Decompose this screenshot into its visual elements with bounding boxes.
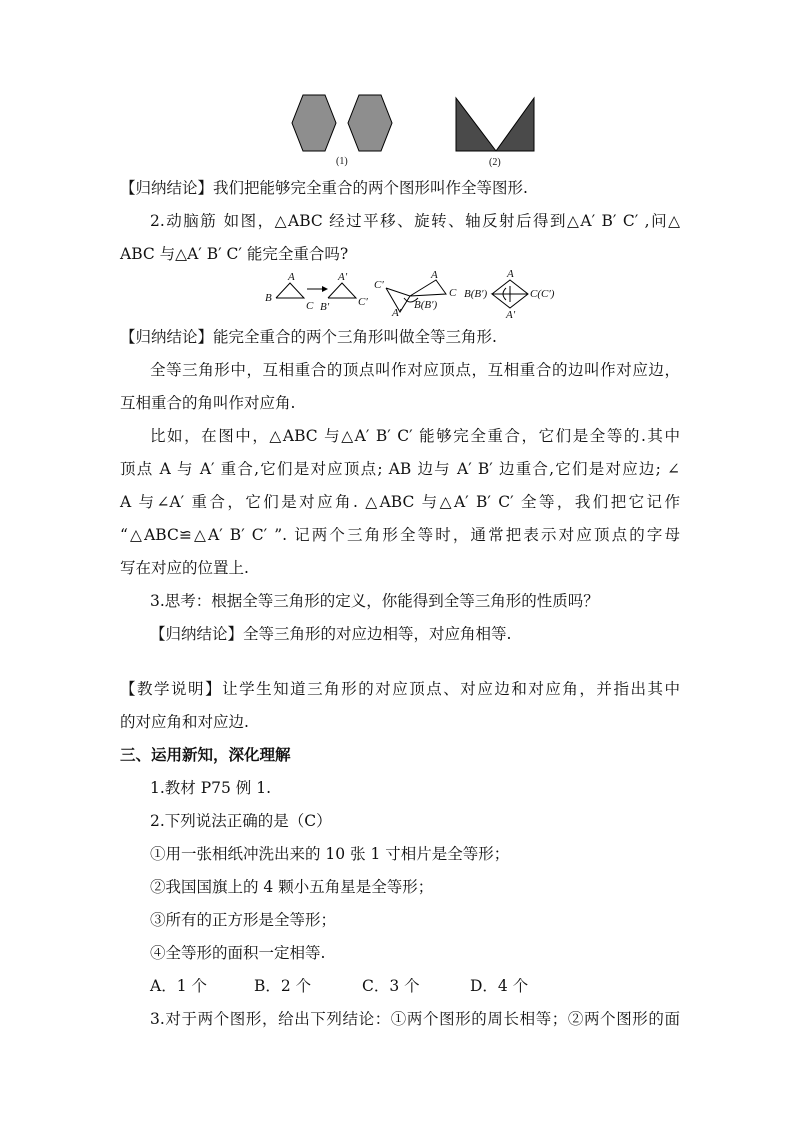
- triangle-left: [456, 98, 496, 151]
- conclusion-properties: 【归纳结论】全等三角形的对应边相等，对应角相等.: [150, 625, 512, 643]
- vertex-label: B′: [320, 301, 330, 313]
- vertex-label: C: [306, 300, 314, 312]
- statement-2: ②我国国旗上的 4 颗小五角星是全等形；: [150, 878, 434, 896]
- option-d: D．4 个: [470, 977, 529, 995]
- question-brainstorm-cont: ABC 与△A′ B′ C′ 能完全重合吗?: [120, 245, 349, 263]
- vertex-label: B(B′): [464, 288, 488, 300]
- statement-1: ①用一张相纸冲洗出来的 10 张 1 寸相片是全等形；: [150, 845, 510, 863]
- question-brainstorm: 2.动脑筋 如图，△ABC 经过平移、旋转、轴反射后得到△A′ B′ C′ ,问△: [150, 212, 680, 230]
- vertex-label: C′: [358, 296, 368, 308]
- hexagon-right: [348, 95, 392, 151]
- vertex-label: A: [507, 268, 514, 280]
- answer-options: [150, 976, 680, 996]
- example-line-5: 写在对应的位置上.: [120, 559, 249, 577]
- triangle-right: [496, 98, 534, 151]
- vertex-label: A′: [338, 271, 348, 283]
- option-b: B．2 个: [254, 977, 312, 995]
- figure-hexagons-triangles: [280, 92, 550, 172]
- vertex-label: B(B′): [414, 299, 438, 311]
- figure-label-1: (1): [336, 156, 348, 167]
- option-a: A．1 个: [150, 977, 207, 995]
- vertex-label: A′: [506, 309, 516, 318]
- vertex-label: A′: [392, 307, 402, 318]
- example-line-4: “△ABC≌△A′ B′ C′ ”. 记两个三角形全等时，通常把表示对应顶点的字母: [120, 526, 680, 544]
- definition-line-1: 全等三角形中，互相重合的顶点叫作对应顶点，互相重合的边叫作对应边，: [150, 361, 680, 379]
- vertex-label: C: [449, 287, 457, 299]
- statement-4: ④全等形的面积一定相等.: [150, 944, 326, 962]
- question-think: 3.思考：根据全等三角形的定义，你能得到全等三角形的性质吗？: [150, 592, 599, 610]
- arrow-head: [322, 286, 328, 292]
- exercise-2: 2.下列说法正确的是（C）: [150, 812, 332, 830]
- triangle-abc-prime: [328, 283, 356, 298]
- statement-3: ③所有的正方形是全等形；: [150, 911, 337, 929]
- example-line-2: 顶点 A 与 A′ 重合,它们是对应顶点; AB 边与 A′ B′ 边重合,它们是对应边; ∠: [120, 460, 680, 478]
- triangle-original: [410, 280, 446, 296]
- vertex-label: C(C′): [530, 288, 555, 300]
- teaching-note-line-2: 的对应角和对应边.: [120, 713, 249, 731]
- figure-label-2: (2): [489, 157, 501, 168]
- vertex-label: C′: [374, 279, 384, 291]
- option-c: C．3 个: [362, 977, 420, 995]
- teaching-note-line-1: 【教学说明】让学生知道三角形的对应顶点、对应边和对应角，并指出其中: [120, 680, 680, 698]
- exercise-3: 3.对于两个图形，给出下列结论：①两个图形的周长相等；②两个图形的面: [150, 1010, 680, 1028]
- definition-line-2: 互相重合的角叫作对应角.: [120, 394, 296, 412]
- conclusion-congruent-figures: 【归纳结论】我们把能够完全重合的两个图形叫作全等图形.: [120, 179, 528, 197]
- vertex-label: A: [431, 269, 438, 281]
- example-line-1: 比如，在图中，△ABC 与△A′ B′ C′ 能够完全重合，它们是全等的.其中: [150, 427, 680, 445]
- hexagon-left: [292, 95, 336, 151]
- triangle-abc: [276, 283, 304, 298]
- example-line-3: A 与∠A′ 重合，它们是对应角. △ABC 与△A′ B′ C′ 全等，我们把它记作: [120, 493, 680, 511]
- section-heading: 三、运用新知，深化理解: [120, 745, 291, 764]
- figure-triangle-transformations: [262, 268, 572, 318]
- vertex-label: B: [265, 292, 272, 304]
- vertex-label: A: [288, 271, 295, 283]
- conclusion-congruent-triangles: 【归纳结论】能完全重合的两个三角形叫做全等三角形.: [120, 328, 497, 346]
- exercise-1: 1.教材 P75 例 1.: [150, 779, 272, 797]
